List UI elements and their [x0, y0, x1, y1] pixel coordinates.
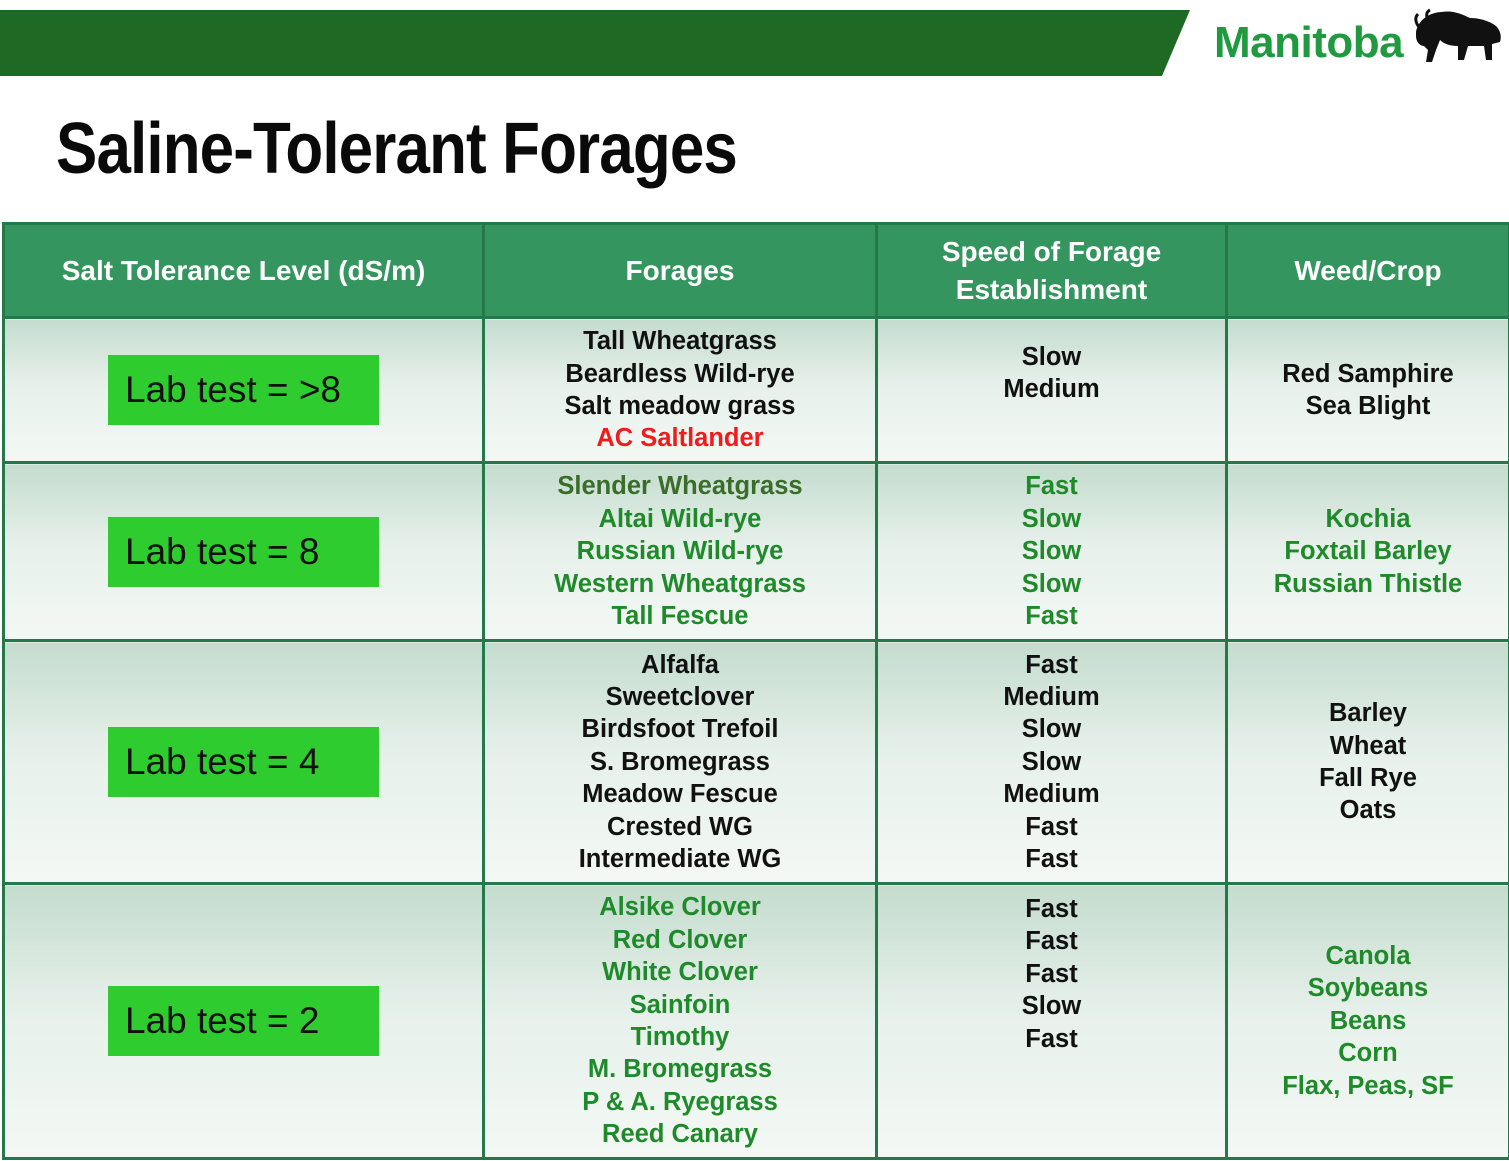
forage-item-highlight: AC Saltlander: [596, 424, 764, 453]
weed-item: Canola: [1325, 941, 1411, 970]
speed-item: Slow: [1021, 537, 1082, 566]
speed-item: Fast: [1025, 812, 1078, 841]
salt-level-cell: [4, 884, 484, 1159]
forage-item: Beardless Wild-rye: [565, 359, 795, 388]
salt-level-cell: [4, 318, 484, 463]
speed-item: Fast: [1025, 895, 1078, 923]
speed-item: Slow: [1021, 715, 1082, 744]
weed-crop-cell: [1227, 884, 1509, 1159]
speed-item: Fast: [1025, 927, 1078, 956]
forage-item: Slender Wheatgrass: [557, 472, 803, 501]
forage-item: Intermediate WG: [578, 845, 782, 874]
forage-item: S. Bromegrass: [590, 747, 770, 776]
green-banner: [0, 10, 1190, 76]
weed-item: Soybeans: [1307, 974, 1429, 1003]
weed-item: Corn: [1338, 1039, 1398, 1068]
forage-item: Western Wheatgrass: [554, 569, 806, 598]
salt-level-cell: [4, 463, 484, 641]
page-title: Saline-Tolerant Forages: [56, 109, 737, 189]
header-weed-crop: Weed/Crop: [1227, 224, 1509, 318]
weed-item: Wheat: [1329, 731, 1407, 760]
speed-cell: [877, 641, 1227, 884]
header-speed: [877, 224, 1227, 318]
speed-item: Fast: [1025, 959, 1078, 988]
speed-item: Slow: [1021, 747, 1082, 776]
logo-text: Manitoba: [1214, 18, 1404, 67]
forage-item: Tall Wheatgrass: [583, 327, 777, 356]
weed-item: Barley: [1329, 699, 1407, 728]
forage-item: Red Clover: [612, 925, 748, 954]
weed-crop-cell: [1227, 318, 1509, 463]
forage-item: Meadow Fescue: [582, 780, 778, 809]
speed-item: Fast: [1025, 472, 1078, 501]
table-row: [4, 884, 1509, 1159]
weed-item: Flax, Peas, SF: [1282, 1071, 1454, 1100]
forage-item: Timothy: [630, 1023, 730, 1051]
speed-item: Fast: [1025, 1024, 1078, 1053]
weed-item: Russian Thistle: [1273, 569, 1463, 598]
forage-item: White Clover: [602, 958, 758, 987]
forage-item: M. Bromegrass: [587, 1055, 773, 1084]
lab-test-badge: Lab test = 8: [108, 517, 379, 587]
forage-item: Alsike Clover: [599, 893, 761, 922]
table-row: [4, 463, 1509, 641]
weed-item: Red Samphire: [1282, 359, 1454, 388]
forage-item: P & A. Ryegrass: [582, 1087, 778, 1116]
forages-cell: [484, 884, 877, 1159]
forages-cell: [484, 641, 877, 884]
forage-item: Russian Wild-rye: [576, 537, 784, 566]
forage-item: Birdsfoot Trefoil: [581, 715, 779, 744]
lab-test-badge: Lab test = 4: [108, 727, 379, 797]
weed-crop-cell: [1227, 463, 1509, 641]
weed-crop-cell: [1227, 641, 1509, 884]
weed-item: Kochia: [1325, 504, 1411, 533]
speed-cell: [877, 463, 1227, 641]
weed-item: Beans: [1329, 1006, 1407, 1035]
speed-cell: [877, 884, 1227, 1159]
bison-icon: [1412, 6, 1504, 66]
speed-item: Medium: [1003, 682, 1100, 711]
header-forages: Forages: [484, 224, 877, 318]
forage-item: Altai Wild-rye: [598, 504, 762, 533]
lab-test-badge: Lab test = >8: [108, 355, 379, 425]
table-header-row: [4, 224, 1509, 318]
speed-item: Slow: [1021, 343, 1082, 371]
forage-item: Sainfoin: [629, 990, 731, 1019]
weed-item: Sea Blight: [1305, 392, 1431, 420]
speed-item: Fast: [1025, 602, 1078, 631]
manitoba-logo: [1214, 6, 1504, 72]
forage-table: [2, 222, 1509, 1160]
speed-item: Fast: [1025, 845, 1078, 874]
forage-item: Alfalfa: [641, 650, 719, 679]
forage-item: Sweetclover: [605, 682, 755, 711]
header-speed-label: Speed of Forage Establishment: [941, 235, 1162, 305]
table-row: [4, 641, 1509, 884]
forages-cell: [484, 463, 877, 641]
speed-cell: [877, 318, 1227, 463]
header-salt-tolerance: Salt Tolerance Level (dS/m): [4, 224, 484, 318]
weed-item: Oats: [1339, 796, 1397, 825]
forages-cell: [484, 318, 877, 463]
speed-item: Fast: [1025, 650, 1078, 679]
lab-test-badge: Lab test = 2: [108, 986, 379, 1056]
table-row: [4, 318, 1509, 463]
speed-item: Slow: [1021, 504, 1082, 533]
weed-item: Fall Rye: [1319, 764, 1417, 792]
forage-item: Crested WG: [607, 812, 753, 841]
speed-item: Slow: [1021, 992, 1082, 1021]
forage-item: Tall Fescue: [611, 602, 749, 631]
speed-item: Medium: [1003, 780, 1100, 809]
forage-item: Salt meadow grass: [564, 392, 796, 420]
speed-item: Slow: [1021, 569, 1082, 598]
speed-item: Medium: [1003, 375, 1100, 404]
weed-item: Foxtail Barley: [1284, 537, 1452, 566]
forage-item: Reed Canary: [602, 1120, 758, 1149]
salt-level-cell: [4, 641, 484, 884]
